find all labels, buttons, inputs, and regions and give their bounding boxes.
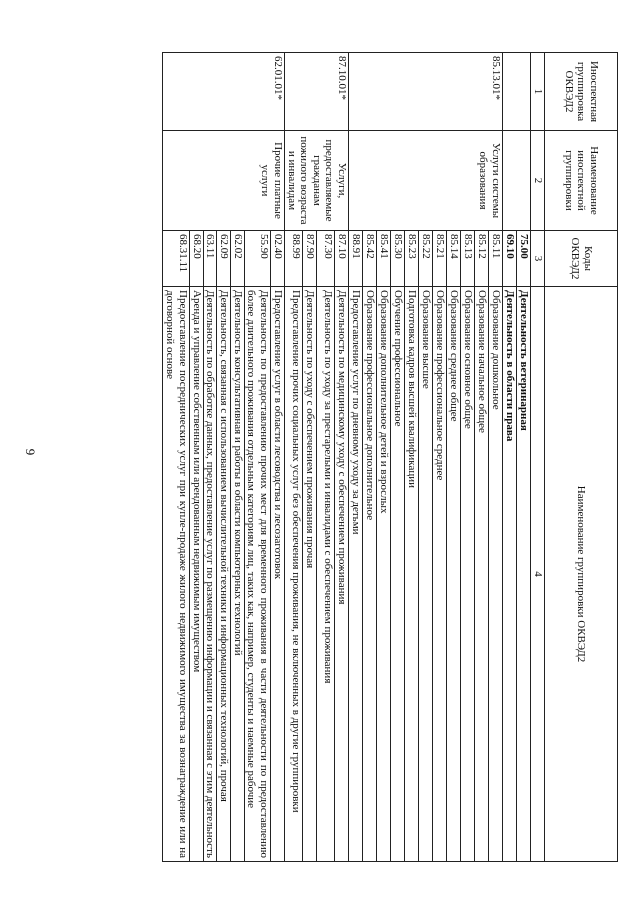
okved-code: 87.10 <box>335 231 349 287</box>
okved-code: 85.11 <box>489 231 503 287</box>
okved-code: 85.21 <box>433 231 447 287</box>
okved-name: Образование высшее <box>419 287 433 862</box>
okved-code: 68.31.11 <box>163 231 189 287</box>
header-group-name: Наименование иноспектной группировки <box>545 131 618 231</box>
okved-name: Предоставление прочих социальных услуг без обеспечения проживания, не включенных в другие группировки <box>285 287 303 862</box>
okved-code: 88.99 <box>285 231 303 287</box>
okved-name: Деятельность по обработке данных, предоставление услуг по размещению информации и связанная с этим деятельность <box>203 287 217 862</box>
column-number: 3 <box>531 231 545 287</box>
okved-code: 62.09 <box>217 231 231 287</box>
okved-name: Деятельность по медицинскому уходу с обеспечением проживания <box>335 287 349 862</box>
group-code: 62.01.01* <box>163 53 285 131</box>
okved-code: 85.42 <box>363 231 377 287</box>
column-number: 4 <box>531 287 545 862</box>
okved-code: 87.30 <box>317 231 335 287</box>
okved-code: 62.02 <box>230 231 244 287</box>
column-number: 2 <box>531 131 545 231</box>
okved-name: Деятельность, связанная с использованием вычислительной техники и информационных технологий, прочая <box>217 287 231 862</box>
header-okved-codes: Коды ОКВЭД2 <box>545 231 618 287</box>
group-code-empty <box>503 53 531 131</box>
okved-name: Деятельность консультативная и работы в области компьютерных технологий <box>230 287 244 862</box>
group-name: Прочие платные услуги <box>163 131 285 231</box>
okved-code: 87.90 <box>303 231 317 287</box>
okved-code: 85.41 <box>377 231 391 287</box>
okved-name: Предоставление услуг по дневному уходу за детьми <box>349 287 363 862</box>
header-okved-name: Наименование группировки ОКВЭД2 <box>545 287 618 862</box>
okved-code: 85.13 <box>461 231 475 287</box>
okved-name: Образование дошкольное <box>489 287 503 862</box>
okved-name: Предоставление услуг в области лесоводства и лесозаготовок <box>271 287 285 862</box>
okved-code: 85.23 <box>405 231 419 287</box>
okved-code: 55.90 <box>244 231 270 287</box>
page-number: 9 <box>23 448 38 456</box>
okved-code: 85.30 <box>391 231 405 287</box>
okved-name: Образование среднее общее <box>447 287 461 862</box>
group-code: 85.13.01* <box>349 53 503 131</box>
okved-code: 75.00 <box>517 231 531 287</box>
header-group-code: Иноспектная группировка ОКВЭД2 <box>545 53 618 131</box>
group-name: Услуги, предоставляемые гражданам пожилого возраста и инвалидам <box>285 131 349 231</box>
okved-table <box>162 52 618 862</box>
okved-name: Образование начальное общее <box>475 287 489 862</box>
okved-name: Образование основное общее <box>461 287 475 862</box>
okved-name: Деятельность ветеринарная <box>517 287 531 862</box>
okved-name: Подготовка кадров высшей квалификации <box>405 287 419 862</box>
okved-code: 68.20 <box>189 231 203 287</box>
okved-code: 85.22 <box>419 231 433 287</box>
okved-code: 85.12 <box>475 231 489 287</box>
okved-code: 85.14 <box>447 231 461 287</box>
okved-name: Образование профессиональное дополнительное <box>363 287 377 862</box>
okved-code: 69.10 <box>503 231 517 287</box>
okved-name: Образование профессиональное среднее <box>433 287 447 862</box>
column-number: 1 <box>531 53 545 131</box>
group-code: 87.10.01* <box>285 53 349 131</box>
okved-name: Обучение профессиональное <box>391 287 405 862</box>
rotated-page <box>68 52 618 862</box>
okved-code: 88.91 <box>349 231 363 287</box>
okved-code: 63.11 <box>203 231 217 287</box>
okved-name: Аренда и управление собственным или арендованным недвижимым имуществом <box>189 287 203 862</box>
group-name: Услуги системы образования <box>349 131 503 231</box>
okved-name: Деятельность в области права <box>503 287 517 862</box>
okved-name: Деятельность по уходу с обеспечением проживания прочая <box>303 287 317 862</box>
okved-code: 02.40 <box>271 231 285 287</box>
okved-name: Образование дополнительное детей и взрослых <box>377 287 391 862</box>
okved-name: Деятельность по уходу за престарелыми и инвалидами с обеспечением проживания <box>317 287 335 862</box>
group-name-empty <box>503 131 531 231</box>
okved-name: Предоставление посреднических услуг при купле-продаже жилого недвижимого имущества за вознаграждение или на договорной основе <box>163 287 189 862</box>
okved-name: Деятельность по предоставлению прочих мест для временного проживания в части деятельности по предоставлению более длительного проживания отдельным категориям лиц, таких как, например, студенты и наемные рабочие <box>244 287 270 862</box>
